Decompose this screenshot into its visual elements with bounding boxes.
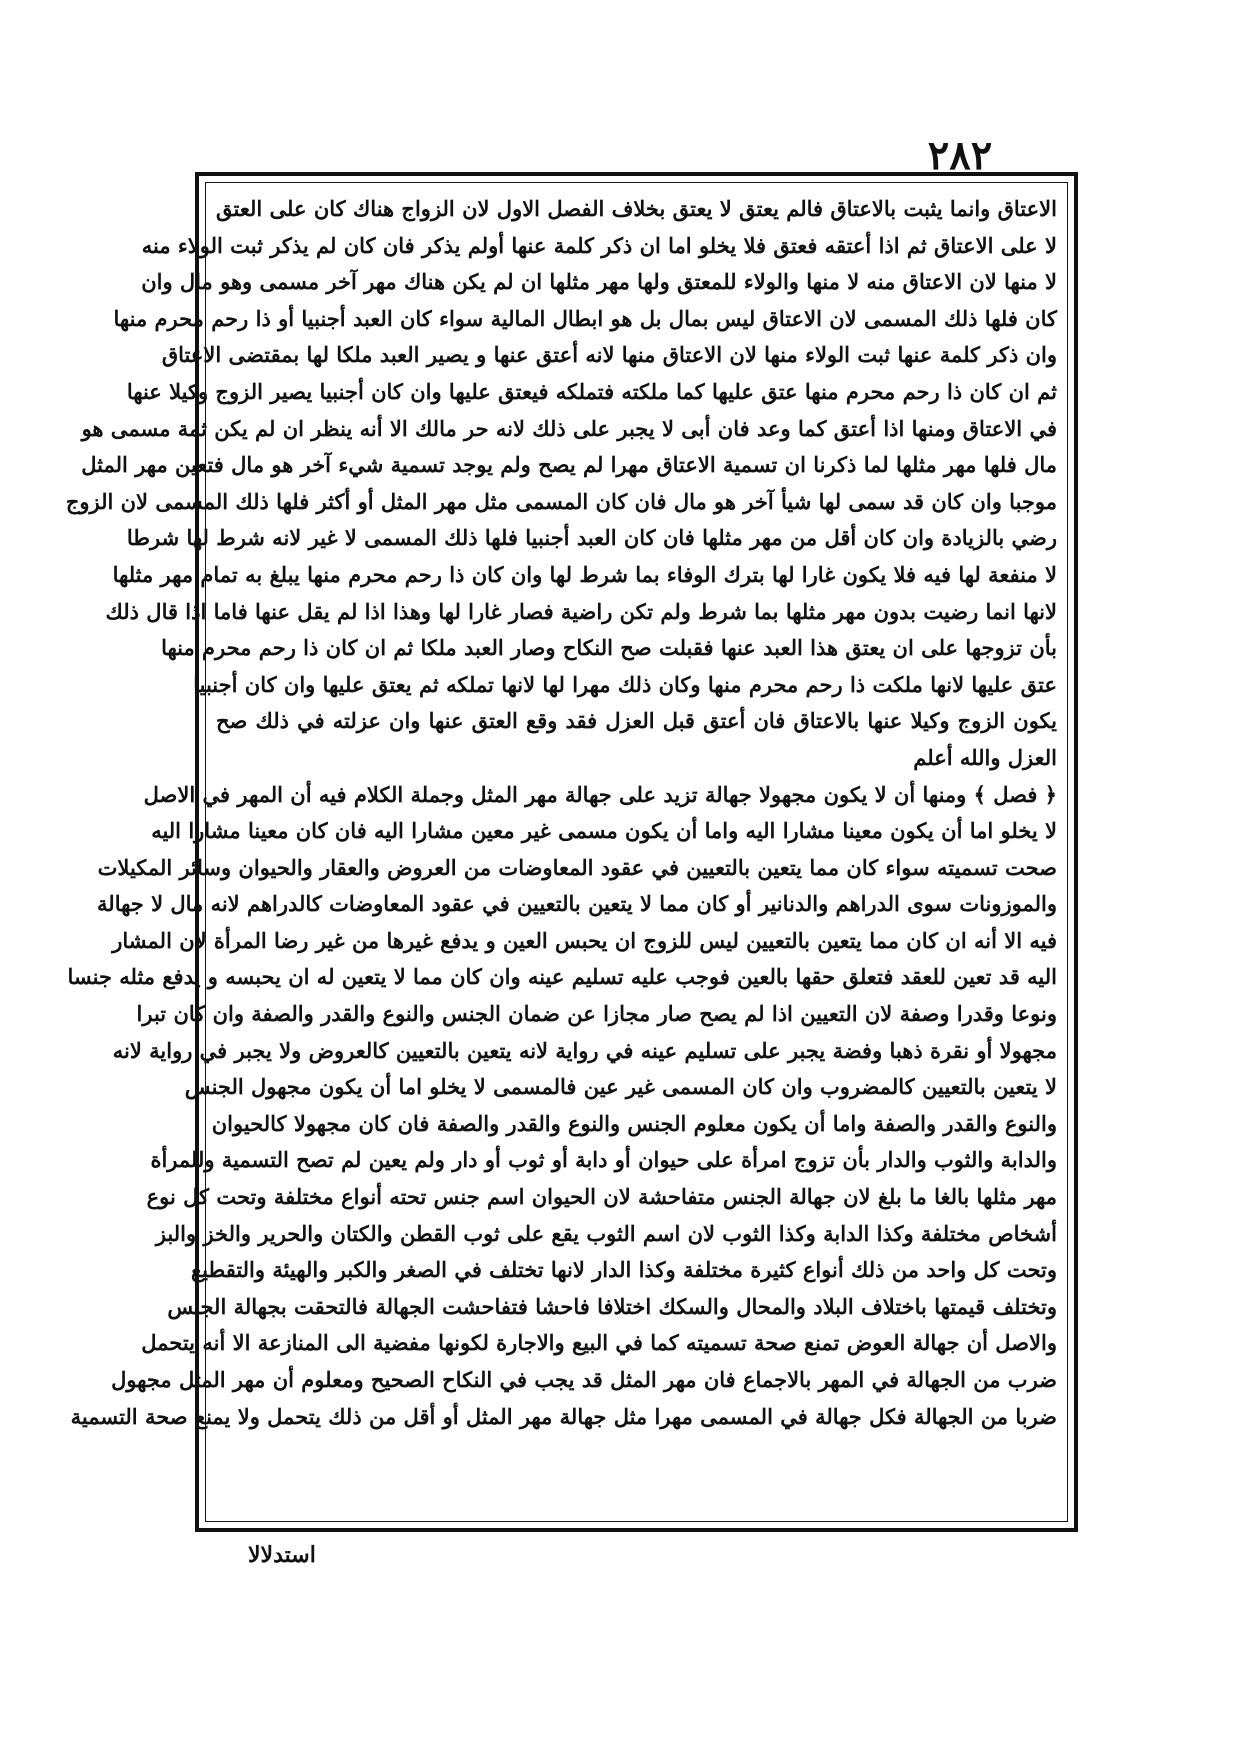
- text-line: ضربا من الجهالة فكل جهالة في المسمى مهرا مثل جهالة مهر المثل أو أقل من ذلك يتحمل ولا يمنع صحة التسمية: [70, 1403, 1057, 1429]
- text-line: لا منها لان الاعتاق منه لا منها والولاء للمعتق ولها مهر مثلها ان لم يكن هناك مهر آخر مسمى وهو مال وان: [141, 269, 1057, 295]
- text-line: لانها انما رضيت بدون مهر مثلها بما شرط ولم تكن راضية فصار غارا لها وهذا اذا لم يقل عنها فاما اذا قال ذلك: [105, 598, 1057, 624]
- text-line: الاعتاق وانما يثبت بالاعتاق فالم يعتق لا يعتق بخلاف الفصل الاول لان الزواج هناك كان على العتق: [216, 196, 1057, 221]
- text-line: عتق عليها لانها ملكت ذا رحم محرم منها وكان ذلك مهرا لها لانها تملكه ثم يعتق عليها وان كان أجنبيا: [193, 671, 1057, 697]
- text-line: والاصل أن جهالة العوض تمنع صحة تسميته كما في البيع والاجارة لكونها مفضية الى المنازعة الا أنه يتحمل: [141, 1330, 1057, 1356]
- text-line: ونوعا وقدرا وصفة لان التعيين اذا لم يصح صار مجازا عن ضمان الجنس والنوع والقدر والصفة وان كان تبرا: [136, 1001, 1057, 1027]
- text-line: لا يخلو اما أن يكون معينا مشارا اليه واما أن يكون مسمى غير معين مشارا اليه فان كان معينا مشارا اليه: [151, 818, 1057, 844]
- text-line: في الاعتاق ومنها اذا أعتق كما وعد فان أبى لا يجبر على ذلك لانه حر مالك الا أنه ينظر ان لم يكن ثمة مسمى هو: [81, 415, 1057, 441]
- text-line: وتختلف قيمتها باختلاف البلاد والمحال والسكك اختلافا فاحشا فتفاحشت الجهالة فالتحقت بجهالة الجنس: [167, 1293, 1057, 1319]
- text-line: وان ذكر كلمة عنها ثبت الولاء منها لان الاعتاق منها لانه أعتق عنها و يصير العبد ملكا لها بمقتضى الاعتاق: [161, 342, 1057, 368]
- text-line: ثم ان كان ذا رحم محرم منها عتق عليها كما ملكته فتملكه فيعتق عليها وان كان أجنبيا يصير الزوج وكيلا عنها: [126, 378, 1057, 404]
- text-line: والنوع والقدر والصفة واما أن يكون معلوم الجنس والنوع والقدر والصفة فان كان مجهولا كالحيوان: [211, 1110, 1057, 1136]
- section-heading-line: ﴿ فصل ﴾ ومنها أن لا يكون مجهولا جهالة تزيد على جهالة مهر المثل وجملة الكلام فيه أن المهر في الاصل: [143, 781, 1057, 807]
- text-line: موجبا وان كان قد سمى لها شيأ آخر هو مال فان كان المسمى مثل مهر المثل أو أكثر فلها ذلك المسمى لان الزوج: [65, 488, 1057, 514]
- text-frame-inner: [65, 182, 1068, 1522]
- text-line: رضي بالزيادة وان كان أقل من مهر مثلها فان كان العبد أجنبيا فلها ذلك المسمى لا غير لانه شرط لها شرطا: [126, 525, 1057, 551]
- catchword: استدلالا: [248, 1542, 316, 1568]
- text-line: بأن تزوجها على ان يعتق هذا العبد عنها فقبلت صح النكاح وصار العبد ملكا ثم ان كان ذا رحم محرم منها: [161, 635, 1057, 661]
- text-frame: [65, 172, 1078, 1532]
- text-line: فيه الا أنه ان كان مما يتعين بالتعيين ليس للزوج ان يحبس العين و يدفع غيرها من غير رضا المرأة لان المشار: [112, 927, 1057, 953]
- page-number: ٢٨٢: [927, 132, 993, 179]
- text-line: لا يتعين بالتعيين كالمضروب وان كان المسمى غير عين فالمسمى لا يخلو اما أن يكون مجهول الجنس: [184, 1074, 1057, 1100]
- text-line: لا على الاعتاق ثم اذا أعتقه فعتق فلا يخلو اما ان ذكر كلمة عنها أولم يذكر فان كان لم يذكر ثبت الولاء منه: [141, 232, 1057, 258]
- text-line: والدابة والثوب والدار بأن تزوج امرأة على حيوان أو دابة أو ثوب أو دار ولم يعين لم تصح التسمية وللمرأة: [150, 1147, 1057, 1173]
- section-end-line: العزل والله أعلم: [913, 744, 1057, 770]
- text-line: مهر مثلها بالغا ما بلغ لان جهالة الجنس متفاحشة لان الحيوان اسم جنس تحته أنواع مختلفة وتحت كل نوع: [146, 1184, 1057, 1210]
- text-line: [216, 1435, 1057, 1472]
- text-line: مال فلها مهر مثلها لما ذكرنا ان تسمية الاعتاق مهرا لم يصح ولم يوجد تسمية شيء آخر هو مال فتعين مهر المثل: [81, 452, 1057, 478]
- text-line: كان فلها ذلك المسمى لان الاعتاق ليس بمال بل هو ابطال المالية سواء كان العبد أجنبيا أو ذا رحم محرم منها: [113, 305, 1057, 331]
- text-line: لا منفعة لها فيه فلا يكون غارا لها بترك الوفاء بما شرط لها وان كان ذا رحم محرم منها يبلغ به تمام مهر مثلها: [112, 561, 1057, 587]
- text-line: يكون الزوج وكيلا عنها بالاعتاق فان أعتق قبل العزل فقد وقع العتق عنها وان عزلته في ذلك صح: [216, 708, 1057, 734]
- text-line: اليه قد تعين للعقد فتعلق حقها بالعين فوجب عليه تسليم عينه وان كان مما لا يتعين له ان يحبسه و يدفع مثله جنسا: [67, 964, 1057, 990]
- text-line: وتحت كل واحد من ذلك أنواع كثيرة مختلفة وكذا الدار لانها تختلف في الصغر والكبر والهيئة والتقطيع: [190, 1257, 1057, 1283]
- text-line: صحت تسميته سواء كان مما يتعين بالتعيين في عقود المعاوضات من العروض والعقار والحيوان وسائر المكيلات: [97, 854, 1057, 880]
- text-line: مجهولا أو نقرة ذهبا وفضة يجبر على تسليم عينه في رواية لانه يتعين بالتعيين كالعروض ولا يجبر في رواية لانه: [112, 1037, 1057, 1063]
- body-text: [65, 191, 1057, 1513]
- text-line: ضرب من الجهالة في المهر بالاجماع فان مهر المثل قد يجب في النكاح الصحيح ومعلوم أن مهر المثل مجهول: [111, 1367, 1057, 1392]
- text-line: أشخاص مختلفة وكذا الدابة وكذا الثوب لان اسم الثوب يقع على ثوب القطن والكتان والحرير والخز والبز: [155, 1220, 1057, 1246]
- text-line: والموزونات سوى الدراهم والدنانير أو كان مما لا يتعين بالتعيين في عقود المعاوضات كالدراهم لانه مال لا جهالة: [97, 891, 1057, 917]
